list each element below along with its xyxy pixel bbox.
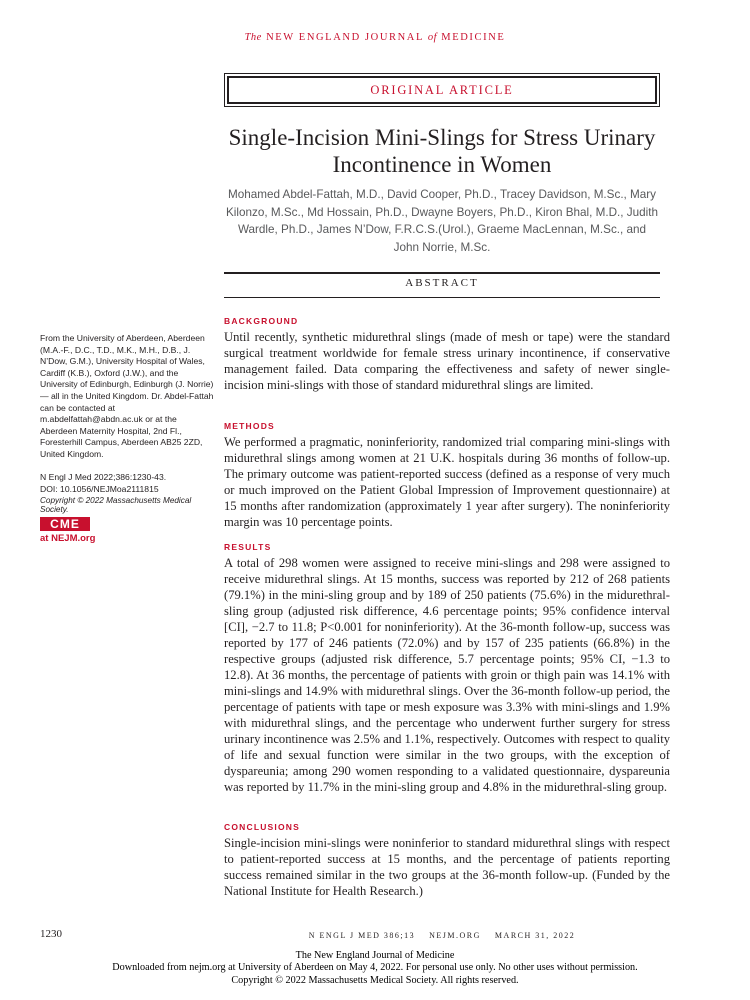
conclusions-text: Single-incision mini-slings were noninferior to standard midurethral slings with respect to patient-reported success at 15 months, and the percentage of patients reporting success remained similar in the two groups at the 36-month follow-up. (Funded by the National Institute for Health Research.) xyxy=(224,836,670,898)
author-list: Mohamed Abdel-Fattah, M.D., David Cooper, Ph.D., Tracey Davidson, M.Sc., Mary Kilonzo, M.Sc., Md Hossain, Ph.D., Dwayne Boyers, Ph.D., Kiron Bhal, M.D., Judith Wardle, Ph.D., James N’Dow, F.R.C.S.(Urol.), Graeme MacLennan, M.Sc., and John Norrie, M.Sc. xyxy=(226,188,658,254)
article-title: Single-Incision Mini-Slings for Stress Urinary Incontinence in Women xyxy=(228,125,656,177)
citation: N Engl J Med 2022;386:1230-43. xyxy=(40,472,167,482)
conclusions-heading: CONCLUSIONS xyxy=(224,822,301,832)
background-heading: BACKGROUND xyxy=(224,316,299,326)
author-affiliations: From the University of Aberdeen, Aberdeen (M.A.-F., D.C., T.D., M.K., M.H., D.B., J. N’Dow, G.M.), University Hospital of Wales, Cardiff (K.B.), Oxford (J.W.), and the University of Edinburgh, Edinburgh (J. Norrie) — all in the United Kingdom. Dr. Abdel-Fattah can be contacted at m.abdelfattah@abdn.ac.uk or at the Aberdeen Maternity Hospital, 2nd Fl., Foresterhill Campus, Aberdeen AB25 2ZD, United Kingdom. xyxy=(40,333,214,459)
background-text: Until recently, synthetic midurethral slings (made of mesh or tape) were the standard surgical treatment worldwide for female stress urinary incontinence, if conservative management failed. Data comparing the effectiveness and safety of newer single-incision mini-slings with those of standard midurethral slings are limited. xyxy=(224,330,670,392)
journal-footer: N ENGL J MED 386;13 NEJM.ORG MARCH 31, 2022 xyxy=(308,931,576,940)
abstract-heading: ABSTRACT xyxy=(405,277,479,289)
running-head-journal: NEW ENGLAND JOURNAL xyxy=(266,32,424,43)
running-head-the: The xyxy=(244,32,262,43)
page-number: 1230 xyxy=(40,928,62,940)
running-head-of: of xyxy=(427,32,438,43)
download-notice-copyright: Copyright © 2022 Massachusetts Medical Society. All rights reserved. xyxy=(231,974,519,986)
article-type-label: ORIGINAL ARTICLE xyxy=(227,76,657,104)
doi[interactable]: DOI: 10.1056/NEJMoa2111815 xyxy=(40,483,159,494)
results-heading: RESULTS xyxy=(224,542,272,552)
running-head-medicine: MEDICINE xyxy=(441,32,506,43)
cme-label: CME xyxy=(40,517,90,531)
cme-badge[interactable] xyxy=(40,517,96,544)
download-notice-journal: The New England Journal of Medicine xyxy=(295,950,455,961)
cme-link[interactable]: at NEJM.org xyxy=(40,533,96,544)
article-type-box xyxy=(224,73,660,107)
download-notice xyxy=(0,950,750,987)
download-notice-permission: Downloaded from nejm.org at University of Aberdeen on May 4, 2022. For personal use only. No other uses without permission. xyxy=(112,962,638,974)
abstract-top-rule xyxy=(224,272,660,274)
sidebar-copyright: Copyright © 2022 Massachusetts Medical Society. xyxy=(40,496,192,514)
methods-text: We performed a pragmatic, noninferiority, randomized trial comparing mini-slings with midurethral slings among women at 21 U.K. hospitals during 36 months of follow-up. The primary outcome was patient-reported success (defined as a response of very much or much improved on the Patient Global Impression of Improvement questionnaire) at 15 months after randomization (approximately 1 year after surgery). The noninferiority margin was 10 percentage points. xyxy=(224,435,670,529)
methods-heading: METHODS xyxy=(224,421,275,431)
citation-block xyxy=(40,472,214,495)
abstract-bottom-rule xyxy=(224,297,660,298)
results-text: A total of 298 women were assigned to receive mini-slings and 298 were assigned to receive midurethral slings. At 15 months, success was reported by 212 of 268 patients (79.1%) in the mini-sling group and by 189 of 250 patients (75.6%) in the midurethral-sling group (adjusted risk difference, 4.6 percentage points; 95% confidence interval [CI], −2.7 to 11.8; P<0.001 for noninferiority). At the 36-month follow-up, success was reported by 177 of 246 patients (72.0%) and by 157 of 235 patients (66.8%) in the respective groups (adjusted risk difference, 5.7 percentage points; 95% CI, −1.3 to 12.8). At 36 months, the percentage of patients with groin or thigh pain was 14.1% with mini-slings and 14.9% with midurethral slings. Over the 36-month follow-up period, the percentage of patients with tape or mesh exposure was 3.3% with mini-slings and 1.9% with midurethral slings, and the percentage who underwent further surgery for stress urinary incontinence was 2.5% and 1.1%, respectively. Outcomes with respect to quality of life and sexual function were similar in the two groups, with the exception of dyspareunia; among 290 women responding to a validated questionnaire, dyspareunia was reported by 11.7% in the mini-sling group and 4.8% in the midurethral-sling group. xyxy=(224,556,670,794)
running-head xyxy=(0,32,750,43)
